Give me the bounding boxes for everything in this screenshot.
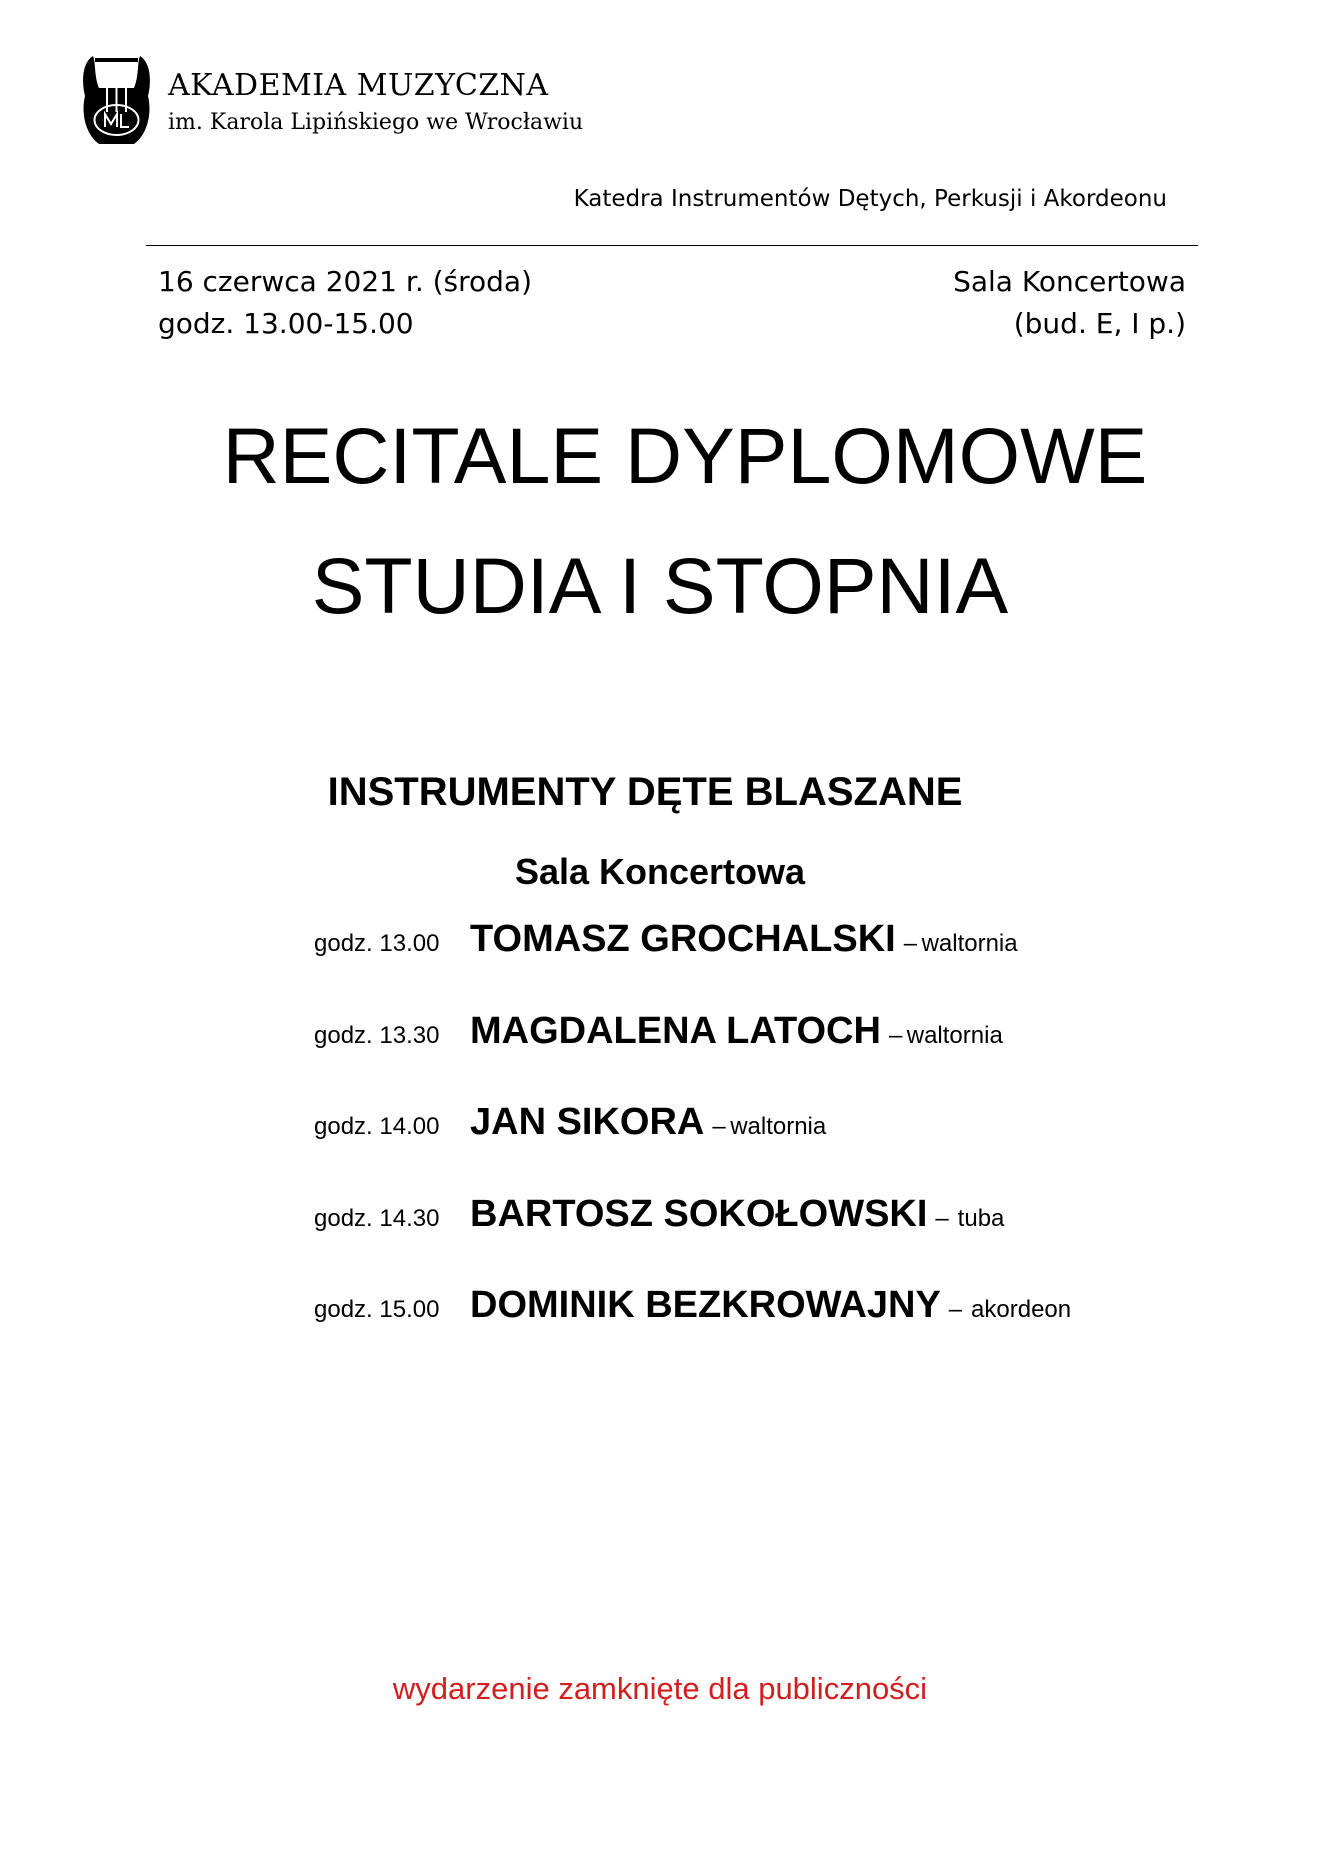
- performer-name: JAN SIKORA: [470, 1101, 705, 1143]
- performer-name: MAGDALENA LATOCH: [470, 1009, 881, 1052]
- section-heading: INSTRUMENTY DĘTE BLASZANE: [327, 770, 963, 814]
- list-item: [314, 1193, 1071, 1285]
- list-item: [314, 1284, 1071, 1376]
- slot-time: godz. 14.30: [314, 1204, 440, 1232]
- event-date: 16 czerwca 2021 r. (środa): [158, 265, 533, 298]
- event-venue-detail: (bud. E, I p.): [1013, 307, 1186, 340]
- event-venue: Sala Koncertowa: [953, 265, 1186, 298]
- header-divider: [146, 245, 1198, 246]
- performer-name: DOMINIK BEZKROWAJNY: [470, 1284, 941, 1326]
- list-item: [314, 918, 1071, 1010]
- separator-dash: –: [903, 930, 918, 957]
- instrument: waltornia: [730, 1113, 827, 1140]
- instrument: waltornia: [906, 1021, 1003, 1049]
- institution-subtitle: im. Karola Lipińskiego we Wrocławiu: [168, 110, 584, 135]
- event-hours: godz. 13.00-15.00: [158, 307, 414, 340]
- section-room: Sala Koncertowa: [514, 851, 806, 892]
- separator-dash: –: [935, 1204, 949, 1232]
- separator-dash: –: [888, 1021, 903, 1049]
- instrument: tuba: [957, 1204, 1005, 1232]
- slot-time: godz. 14.00: [314, 1113, 440, 1140]
- page-subtitle: STUDIA I STOPNIA: [311, 541, 1009, 630]
- slot-time: godz. 13.00: [314, 930, 440, 957]
- lyre-logo-icon: [79, 52, 154, 152]
- list-item: [314, 1010, 1071, 1102]
- closed-event-notice: wydarzenie zamknięte dla publiczności: [392, 1671, 928, 1706]
- slot-time: godz. 15.00: [314, 1296, 440, 1323]
- institution-name: AKADEMIA MUZYCZNA: [168, 68, 549, 103]
- separator-dash: –: [948, 1296, 963, 1323]
- department-name: Katedra Instrumentów Dętych, Perkusji i Akordeonu: [573, 186, 1167, 212]
- page-title: RECITALE DYPLOMOWE: [222, 411, 1148, 500]
- schedule-list: [314, 918, 1071, 1376]
- slot-time: godz. 13.30: [314, 1021, 440, 1049]
- performer-name: TOMASZ GROCHALSKI: [470, 918, 896, 960]
- instrument: waltornia: [921, 930, 1018, 957]
- separator-dash: –: [712, 1113, 726, 1140]
- list-item: [314, 1101, 1071, 1193]
- instrument: akordeon: [971, 1296, 1072, 1323]
- performer-name: BARTOSZ SOKOŁOWSKI: [470, 1192, 928, 1235]
